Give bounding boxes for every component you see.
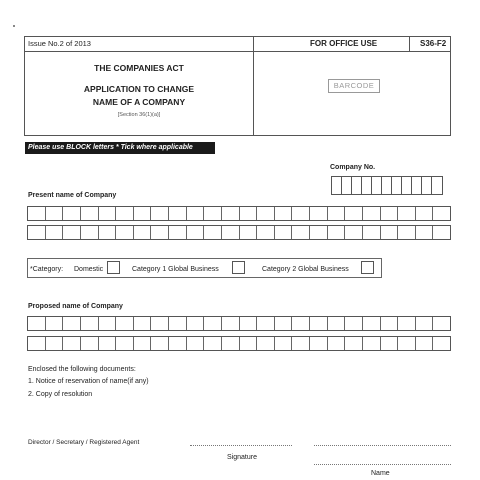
category-label: *Category: — [30, 266, 64, 273]
character-box[interactable] — [28, 337, 46, 350]
character-box[interactable] — [257, 207, 275, 220]
category1-checkbox[interactable] — [232, 261, 245, 274]
character-box[interactable] — [292, 226, 310, 239]
present-name-label: Present name of Company — [28, 192, 117, 199]
character-box[interactable] — [432, 177, 442, 194]
page-mark — [13, 25, 15, 27]
character-box[interactable] — [275, 337, 293, 350]
company-no-label: Company No. — [330, 164, 376, 171]
character-box[interactable] — [134, 337, 152, 350]
character-box[interactable] — [310, 317, 328, 330]
proposed-name-label: Proposed name of Company — [28, 303, 123, 310]
form-title-line1: APPLICATION TO CHANGE — [83, 84, 195, 94]
character-box[interactable] — [222, 226, 240, 239]
character-box[interactable] — [392, 177, 402, 194]
character-box[interactable] — [46, 337, 64, 350]
character-box[interactable] — [63, 226, 81, 239]
proposed-name-field[interactable] — [27, 336, 451, 351]
character-box[interactable] — [342, 177, 352, 194]
character-box[interactable] — [381, 207, 399, 220]
character-box[interactable] — [275, 317, 293, 330]
character-box[interactable] — [345, 337, 363, 350]
company-no-field[interactable] — [331, 176, 443, 195]
character-box[interactable] — [204, 337, 222, 350]
category2-checkbox[interactable] — [361, 261, 374, 274]
name-caption: Name — [371, 470, 390, 477]
character-box[interactable] — [381, 317, 399, 330]
signatory-line[interactable] — [314, 445, 451, 446]
character-box[interactable] — [63, 337, 81, 350]
character-box[interactable] — [99, 317, 117, 330]
character-box[interactable] — [310, 207, 328, 220]
character-box[interactable] — [28, 226, 46, 239]
character-box[interactable] — [240, 226, 258, 239]
issue-number: Issue No.2 of 2013 — [28, 39, 91, 48]
enclosed-item: 2. Copy of resolution — [28, 391, 93, 398]
character-box[interactable] — [240, 207, 258, 220]
character-box[interactable] — [345, 207, 363, 220]
character-box[interactable] — [416, 226, 434, 239]
character-box[interactable] — [116, 207, 134, 220]
form-title-line2: NAME OF A COMPANY — [92, 97, 186, 107]
character-box[interactable] — [332, 177, 342, 194]
form-title — [25, 83, 253, 109]
character-box[interactable] — [151, 317, 169, 330]
present-name-field[interactable] — [27, 225, 451, 240]
character-box[interactable] — [222, 337, 240, 350]
character-box[interactable] — [257, 226, 275, 239]
character-box[interactable] — [433, 337, 450, 350]
character-box[interactable] — [204, 207, 222, 220]
character-box[interactable] — [382, 177, 392, 194]
character-box[interactable] — [363, 317, 381, 330]
header-divider — [253, 37, 254, 51]
character-box[interactable] — [363, 337, 381, 350]
character-box[interactable] — [81, 207, 99, 220]
character-box[interactable] — [240, 337, 258, 350]
character-box[interactable] — [372, 177, 382, 194]
character-box[interactable] — [362, 177, 372, 194]
character-box[interactable] — [187, 337, 205, 350]
character-box[interactable] — [363, 226, 381, 239]
proposed-name-field[interactable] — [27, 316, 451, 331]
header-divider — [253, 51, 254, 135]
character-box[interactable] — [134, 317, 152, 330]
character-box[interactable] — [345, 317, 363, 330]
character-box[interactable] — [310, 337, 328, 350]
domestic-checkbox[interactable] — [107, 261, 120, 274]
character-box[interactable] — [134, 207, 152, 220]
enclosed-heading: Enclosed the following documents: — [28, 366, 136, 373]
category-selector — [27, 258, 382, 278]
character-box[interactable] — [81, 226, 99, 239]
character-box[interactable] — [292, 207, 310, 220]
character-box[interactable] — [412, 177, 422, 194]
office-use-label: FOR OFFICE USE — [310, 39, 378, 48]
character-box[interactable] — [398, 317, 416, 330]
character-box[interactable] — [46, 317, 64, 330]
character-box[interactable] — [402, 177, 412, 194]
form-header — [24, 36, 451, 136]
barcode-placeholder: BARCODE — [328, 79, 380, 93]
character-box[interactable] — [99, 226, 117, 239]
character-box[interactable] — [222, 317, 240, 330]
section-reference: [Section 36(1)(a)] — [117, 112, 161, 118]
header-divider — [25, 51, 450, 52]
character-box[interactable] — [116, 226, 134, 239]
character-box[interactable] — [134, 226, 152, 239]
character-box[interactable] — [187, 226, 205, 239]
character-box[interactable] — [99, 337, 117, 350]
character-box[interactable] — [151, 337, 169, 350]
character-box[interactable] — [81, 317, 99, 330]
character-box[interactable] — [345, 226, 363, 239]
character-box[interactable] — [363, 207, 381, 220]
character-box[interactable] — [433, 207, 450, 220]
character-box[interactable] — [28, 207, 46, 220]
name-line[interactable] — [314, 464, 451, 465]
signature-caption: Signature — [227, 454, 257, 461]
character-box[interactable] — [46, 207, 64, 220]
character-box[interactable] — [46, 226, 64, 239]
character-box[interactable] — [352, 177, 362, 194]
character-box[interactable] — [116, 337, 134, 350]
character-box[interactable] — [28, 317, 46, 330]
character-box[interactable] — [381, 337, 399, 350]
category-option-label: Category 1 Global Business — [132, 266, 219, 273]
character-box[interactable] — [292, 317, 310, 330]
character-box[interactable] — [328, 337, 346, 350]
character-box[interactable] — [169, 317, 187, 330]
character-box[interactable] — [240, 317, 258, 330]
character-box[interactable] — [433, 226, 450, 239]
character-box[interactable] — [416, 337, 434, 350]
character-box[interactable] — [292, 337, 310, 350]
character-box[interactable] — [398, 337, 416, 350]
category-option-label: Domestic — [74, 266, 104, 273]
character-box[interactable] — [433, 317, 450, 330]
character-box[interactable] — [422, 177, 432, 194]
character-box[interactable] — [275, 226, 293, 239]
character-box[interactable] — [169, 337, 187, 350]
character-box[interactable] — [151, 226, 169, 239]
present-name-field[interactable] — [27, 206, 451, 221]
form-code: S36-F2 — [420, 39, 447, 48]
character-box[interactable] — [187, 207, 205, 220]
character-box[interactable] — [398, 207, 416, 220]
category-option-label: Category 2 Global Business — [262, 266, 349, 273]
character-box[interactable] — [381, 226, 399, 239]
character-box[interactable] — [257, 317, 275, 330]
character-box[interactable] — [116, 317, 134, 330]
signature-line[interactable] — [190, 445, 292, 446]
instruction-banner: Please use BLOCK letters * Tick where applicable — [25, 142, 215, 154]
signatory-label: Director / Secretary / Registered Agent — [28, 439, 140, 446]
character-box[interactable] — [398, 226, 416, 239]
character-box[interactable] — [416, 207, 434, 220]
character-box[interactable] — [328, 207, 346, 220]
character-box[interactable] — [63, 317, 81, 330]
enclosed-item: 1. Notice of reservation of name(if any) — [28, 378, 149, 385]
character-box[interactable] — [328, 226, 346, 239]
act-title: THE COMPANIES ACT — [94, 63, 184, 73]
character-box[interactable] — [257, 337, 275, 350]
character-box[interactable] — [169, 207, 187, 220]
character-box[interactable] — [204, 317, 222, 330]
character-box[interactable] — [187, 317, 205, 330]
character-box[interactable] — [222, 207, 240, 220]
character-box[interactable] — [99, 207, 117, 220]
character-box[interactable] — [204, 226, 222, 239]
character-box[interactable] — [169, 226, 187, 239]
header-divider — [409, 37, 410, 51]
character-box[interactable] — [63, 207, 81, 220]
character-box[interactable] — [151, 207, 169, 220]
character-box[interactable] — [310, 226, 328, 239]
character-box[interactable] — [275, 207, 293, 220]
character-box[interactable] — [416, 317, 434, 330]
character-box[interactable] — [81, 337, 99, 350]
character-box[interactable] — [328, 317, 346, 330]
